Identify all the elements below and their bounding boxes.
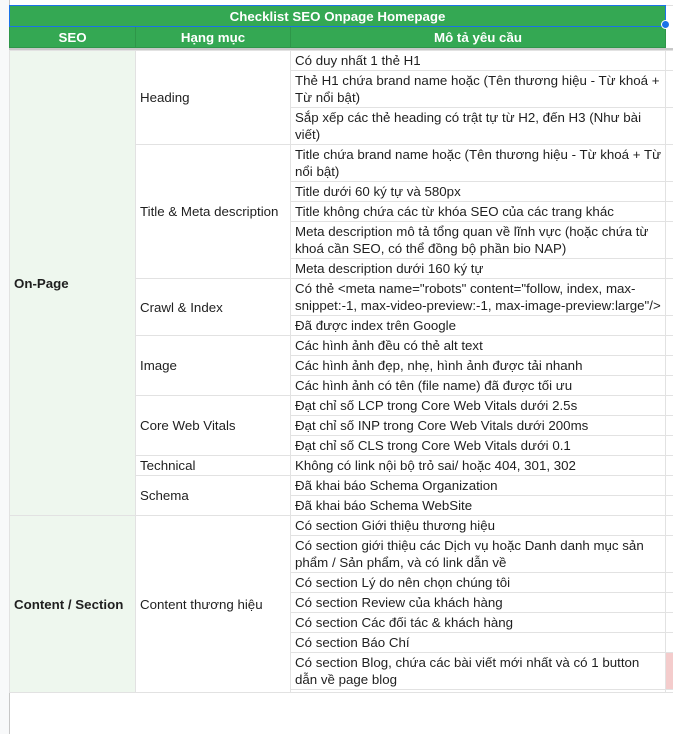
description-cell[interactable]: Các hình ảnh đều có thẻ alt text xyxy=(291,336,666,356)
extra-cell[interactable] xyxy=(666,316,673,336)
extra-cell[interactable] xyxy=(666,633,673,653)
description-cell[interactable]: Các hình ảnh đẹp, nhẹ, hình ảnh được tải nhanh xyxy=(291,356,666,376)
description-cell[interactable]: Sắp xếp các thẻ heading có trật tự từ H2, đến H3 (Như bài viết) xyxy=(291,108,666,145)
extra-cell[interactable] xyxy=(666,436,673,456)
description-cell[interactable]: Đã được index trên Google xyxy=(291,316,666,336)
extra-cell[interactable] xyxy=(666,51,673,71)
description-cell[interactable]: Có section Review của khách hàng xyxy=(291,593,666,613)
extra-cell[interactable] xyxy=(666,376,673,396)
table-row xyxy=(10,51,673,71)
description-cell[interactable]: Meta description dưới 160 ký tự xyxy=(291,259,666,279)
description-cell[interactable]: Có section Lý do nên chọn chúng tôi xyxy=(291,573,666,593)
extra-cell[interactable] xyxy=(666,222,673,259)
extra-cell[interactable] xyxy=(666,396,673,416)
description-cell[interactable]: Thẻ H1 chứa brand name hoặc (Tên thương hiệu - Từ khoá + Từ nổi bật) xyxy=(291,71,666,108)
extra-cell[interactable] xyxy=(666,145,673,182)
extra-cell[interactable] xyxy=(666,536,673,573)
extra-cell[interactable] xyxy=(666,456,673,476)
extra-cell[interactable] xyxy=(666,653,673,690)
extra-cell[interactable] xyxy=(666,259,673,279)
description-cell[interactable]: Đã khai báo Schema WebSite xyxy=(291,496,666,516)
extra-cell[interactable] xyxy=(666,71,673,108)
description-cell[interactable]: Có section Các đối tác & khách hàng xyxy=(291,613,666,633)
description-cell[interactable]: Title dưới 60 ký tự và 580px xyxy=(291,182,666,202)
extra-cell[interactable] xyxy=(666,202,673,222)
category-cell[interactable]: Title & Meta description xyxy=(136,145,291,279)
header-seo[interactable]: SEO xyxy=(10,27,136,48)
category-cell[interactable]: Technical xyxy=(136,456,291,476)
sheet-title[interactable]: Checklist SEO Onpage Homepage xyxy=(10,6,666,27)
extra-cell[interactable] xyxy=(666,108,673,145)
description-cell[interactable]: Có section giới thiệu các Dịch vụ hoặc Danh danh mục sản phẩm / Sản phẩm, và có link dẫn về xyxy=(291,536,666,573)
description-cell[interactable]: Đạt chỉ số LCP trong Core Web Vitals dưới 2.5s xyxy=(291,396,666,416)
category-cell[interactable]: Heading xyxy=(136,51,291,145)
description-cell[interactable]: Đạt chỉ số INP trong Core Web Vitals dưới 200ms xyxy=(291,416,666,436)
extra-cell[interactable] xyxy=(666,516,673,536)
header-category[interactable]: Hạng mục xyxy=(136,27,291,48)
description-cell[interactable]: Meta description mô tả tổng quan về lĩnh vực (hoặc chứa từ khoá cần SEO, có thể đồng bộ phần bio NAP) xyxy=(291,222,666,259)
category-cell[interactable]: Crawl & Index xyxy=(136,279,291,336)
description-cell[interactable]: Đã khai báo Schema Organization xyxy=(291,476,666,496)
description-cell[interactable] xyxy=(291,690,666,693)
seo-section-cell[interactable]: Content / Section xyxy=(10,516,136,693)
extra-cell[interactable] xyxy=(666,356,673,376)
extra-cell[interactable] xyxy=(666,182,673,202)
extra-cell[interactable] xyxy=(666,496,673,516)
header-description[interactable]: Mô tả yêu cầu xyxy=(291,27,666,48)
extra-cell[interactable] xyxy=(666,279,673,316)
category-cell[interactable]: Content thương hiệu xyxy=(136,516,291,693)
seo-section-cell[interactable]: On-Page xyxy=(10,51,136,516)
extra-cell[interactable] xyxy=(666,593,673,613)
description-cell[interactable]: Các hình ảnh có tên (file name) đã được tối ưu xyxy=(291,376,666,396)
description-cell[interactable]: Đạt chỉ số CLS trong Core Web Vitals dưới 0.1 xyxy=(291,436,666,456)
extra-cell[interactable] xyxy=(666,476,673,496)
category-cell[interactable]: Image xyxy=(136,336,291,396)
category-cell[interactable]: Schema xyxy=(136,476,291,516)
extra-cell[interactable] xyxy=(666,573,673,593)
description-cell[interactable]: Có duy nhất 1 thẻ H1 xyxy=(291,51,666,71)
extra-cell[interactable] xyxy=(666,416,673,436)
description-cell[interactable]: Có section Blog, chứa các bài viết mới nhất và có 1 button dẫn về page blog xyxy=(291,653,666,690)
description-cell[interactable]: Title không chứa các từ khóa SEO của các trang khác xyxy=(291,202,666,222)
extra-cell[interactable] xyxy=(666,336,673,356)
description-cell[interactable]: Có thẻ <meta name="robots" content="follow, index, max-snippet:-1, max-video-preview:-1, max-image-preview:large"/> xyxy=(291,279,666,316)
extra-cell[interactable] xyxy=(666,613,673,633)
checklist-table xyxy=(9,5,673,693)
extra-cell[interactable] xyxy=(666,690,673,693)
description-cell[interactable]: Có section Báo Chí xyxy=(291,633,666,653)
table-row xyxy=(10,516,673,536)
category-cell[interactable]: Core Web Vitals xyxy=(136,396,291,456)
description-cell[interactable]: Có section Giới thiệu thương hiệu xyxy=(291,516,666,536)
description-cell[interactable]: Title chứa brand name hoặc (Tên thương hiệu - Từ khoá + Từ nổi bật) xyxy=(291,145,666,182)
selection-handle[interactable] xyxy=(661,20,670,29)
description-cell[interactable]: Không có link nội bộ trỏ sai/ hoặc 404, 301, 302 xyxy=(291,456,666,476)
